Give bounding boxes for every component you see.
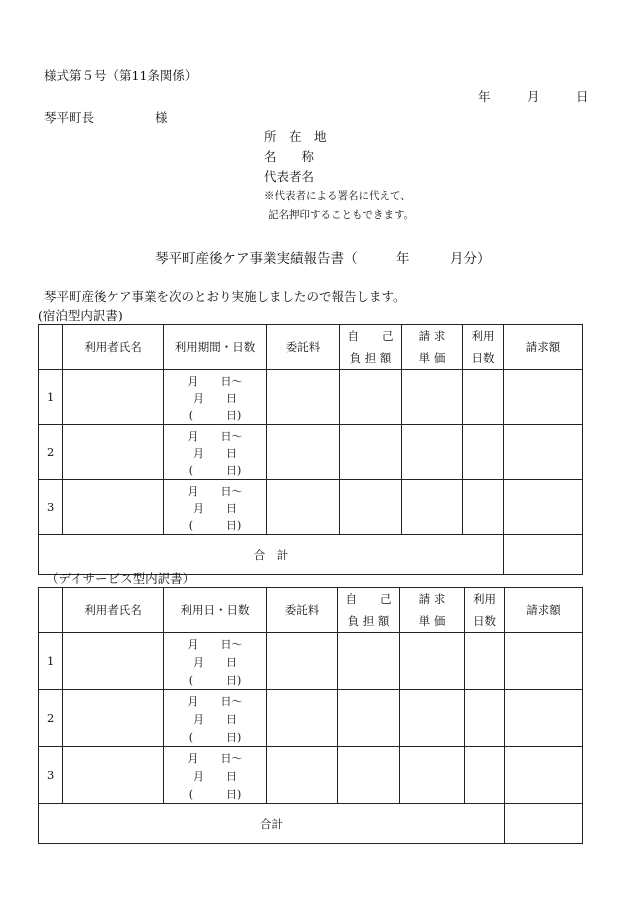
claim-cell[interactable] [504, 480, 583, 535]
table-row [39, 370, 583, 425]
user-name-cell[interactable] [63, 633, 164, 690]
unit-price-cell[interactable] [400, 747, 465, 804]
self-pay-cell[interactable] [340, 425, 402, 480]
self-pay-cell[interactable] [338, 633, 400, 690]
unit-price-cell[interactable] [400, 690, 465, 747]
total-claim-cell[interactable] [505, 804, 583, 844]
date-month-label: 月 [527, 89, 540, 104]
total-label: 合 計 [39, 535, 504, 575]
claim-cell[interactable] [504, 425, 583, 480]
row-number: 1 [39, 370, 63, 425]
claim-cell[interactable] [504, 370, 583, 425]
total-row [39, 804, 583, 844]
period-cell[interactable]: 月 日〜 月 日 ( 日) [164, 425, 267, 480]
period-cell[interactable]: 月 日〜 月 日 ( 日) [164, 370, 267, 425]
representative-label: 代表者名 [264, 169, 315, 184]
signature-note-1: ※代表者による署名に代えて、 [264, 190, 411, 202]
total-claim-cell[interactable] [504, 535, 583, 575]
day-table-caption: （デイサービス型内訳書） [46, 571, 196, 586]
self-pay-cell[interactable] [338, 690, 400, 747]
unit-price-cell[interactable] [400, 633, 465, 690]
user-name-cell[interactable] [63, 425, 164, 480]
table-row [39, 690, 583, 747]
row-number: 3 [39, 480, 63, 535]
col-fee: 委託料 [267, 325, 340, 370]
user-name-cell[interactable] [63, 690, 164, 747]
day-breakdown-table [38, 587, 583, 844]
col-user-name: 利用者氏名 [63, 325, 164, 370]
honorific: 様 [155, 110, 168, 125]
table-row [39, 633, 583, 690]
name-label: 名 称 [264, 149, 315, 164]
fee-cell[interactable] [267, 425, 340, 480]
fee-cell[interactable] [267, 480, 340, 535]
days-cell[interactable] [463, 425, 504, 480]
signature-note-2: 記名押印することもできます。 [268, 209, 415, 221]
user-name-cell[interactable] [63, 480, 164, 535]
fee-cell[interactable] [267, 690, 338, 747]
period-cell[interactable]: 月 日〜 月 日 ( 日) [164, 690, 267, 747]
col-user-name: 利用者氏名 [63, 588, 164, 633]
col-unit-price: 請 求 単 価 [402, 325, 463, 370]
fee-cell[interactable] [267, 633, 338, 690]
col-days: 利用 日数 [465, 588, 505, 633]
period-cell[interactable]: 月 日〜 月 日 ( 日) [164, 747, 267, 804]
row-number: 1 [39, 633, 63, 690]
report-title: 琴平町産後ケア事業実績報告書（ [155, 251, 358, 267]
stay-table-caption: (宿泊型内訳書) [38, 308, 123, 323]
unit-price-cell[interactable] [402, 425, 463, 480]
row-number: 2 [39, 425, 63, 480]
stay-header-row [39, 325, 583, 370]
col-unit-price: 請 求 単 価 [400, 588, 465, 633]
self-pay-cell[interactable] [340, 370, 402, 425]
day-header-row [39, 588, 583, 633]
table-row [39, 747, 583, 804]
report-title-year: 年 [396, 251, 410, 267]
col-period: 利用期間・日数 [164, 325, 267, 370]
report-title-month: 月分） [450, 251, 491, 267]
date-year-label: 年 [478, 89, 491, 104]
total-label: 合計 [39, 804, 505, 844]
col-self-pay: 自 己 負 担 額 [340, 325, 402, 370]
col-period: 利用日・日数 [164, 588, 267, 633]
unit-price-cell[interactable] [402, 370, 463, 425]
days-cell[interactable] [463, 480, 504, 535]
row-number: 2 [39, 690, 63, 747]
fee-cell[interactable] [267, 747, 338, 804]
user-name-cell[interactable] [63, 747, 164, 804]
days-cell[interactable] [465, 747, 505, 804]
address-label: 所 在 地 [264, 129, 327, 144]
days-cell[interactable] [465, 633, 505, 690]
stay-breakdown-table [38, 324, 583, 575]
claim-cell[interactable] [505, 747, 583, 804]
form-number: 様式第５号（第11条関係） [44, 68, 198, 83]
claim-cell[interactable] [505, 690, 583, 747]
table-row [39, 425, 583, 480]
col-fee: 委託料 [267, 588, 338, 633]
self-pay-cell[interactable] [338, 747, 400, 804]
fee-cell[interactable] [267, 370, 340, 425]
period-cell[interactable]: 月 日〜 月 日 ( 日) [164, 480, 267, 535]
col-claim: 請求額 [504, 325, 583, 370]
days-cell[interactable] [463, 370, 504, 425]
unit-price-cell[interactable] [402, 480, 463, 535]
claim-cell[interactable] [505, 633, 583, 690]
table-row [39, 480, 583, 535]
days-cell[interactable] [465, 690, 505, 747]
user-name-cell[interactable] [63, 370, 164, 425]
row-number: 3 [39, 747, 63, 804]
period-cell[interactable]: 月 日〜 月 日 ( 日) [164, 633, 267, 690]
addressee: 琴平町長 [44, 110, 95, 125]
col-days: 利用 日数 [463, 325, 504, 370]
col-claim: 請求額 [505, 588, 583, 633]
report-intro: 琴平町産後ケア事業を次のとおり実施しましたので報告します。 [44, 289, 406, 304]
date-day-label: 日 [576, 89, 589, 104]
self-pay-cell[interactable] [340, 480, 402, 535]
col-self-pay: 自 己 負 担 額 [338, 588, 400, 633]
